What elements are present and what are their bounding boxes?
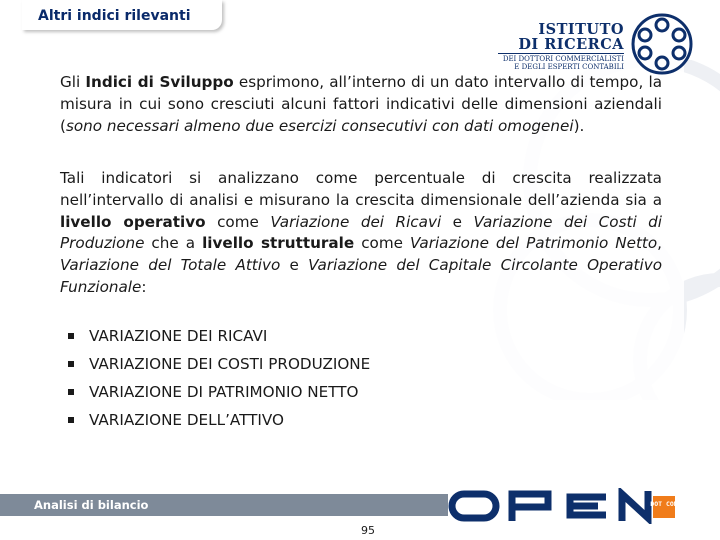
list-item-label: VARIAZIONE DELL’ATTIVO xyxy=(89,411,284,429)
footer-label: Analisi di bilancio xyxy=(34,498,149,512)
institute-logo-text xyxy=(498,22,624,71)
list-item-label: VARIAZIONE DI PATRIMONIO NETTO xyxy=(89,383,359,401)
p2-italic-3: Variazione del Patrimonio Netto xyxy=(409,234,658,253)
logo-line-2: DI RICERCA xyxy=(518,36,624,53)
list-item-label: VARIAZIONE DEI COSTI PRODUZIONE xyxy=(89,355,371,373)
open-logo-icon xyxy=(446,488,678,524)
p2-text-8: : xyxy=(141,277,147,296)
paragraph-development-indices xyxy=(60,72,662,137)
p2-bold-1: livello operativo xyxy=(60,212,206,231)
bullet-list xyxy=(68,322,370,434)
p1-text-2: esprimono, all’interno di un dato intervallo di tempo, la misura in cui sono cresciuti alcuni fattori indicativi delle dimensioni aziendali ( xyxy=(60,73,663,135)
p2-text-4: che a xyxy=(144,234,203,253)
paragraph-indicators-analysis xyxy=(60,168,662,299)
square-bullet-icon xyxy=(68,417,74,423)
list-item-label: VARIAZIONE DEI RICAVI xyxy=(89,327,268,345)
p2-text-1: Tali indicatori si analizzano come percentuale di crescita realizzata nell’intervallo di analisi e misurano la crescita dimensionale dell’azienda sia a xyxy=(60,169,662,209)
p2-text-6: , xyxy=(657,234,662,253)
p2-text-3: e xyxy=(441,212,474,231)
list-item xyxy=(68,378,370,406)
badge-dot: DOT COM xyxy=(650,500,678,508)
list-item xyxy=(68,350,370,378)
p1-italic-1: sono necessari almeno due esercizi consecutivi con dati omogenei xyxy=(65,116,574,135)
list-item xyxy=(68,322,370,350)
slide-title: Altri indici rilevanti xyxy=(22,0,222,30)
institute-emblem-icon xyxy=(630,10,694,78)
p1-bold-1: Indici di Sviluppo xyxy=(85,73,234,91)
p1-text-1: Gli xyxy=(60,73,86,91)
p1-text-3: ). xyxy=(573,116,585,135)
page-number: 95 xyxy=(361,524,375,537)
p2-italic-4: Variazione del Totale Attivo xyxy=(60,256,281,275)
p2-bold-2: livello strutturale xyxy=(202,234,355,253)
logo-line-1: ISTITUTO xyxy=(538,21,624,38)
p2-italic-2: Variazione dei Costi di Produzione xyxy=(60,212,663,253)
square-bullet-icon xyxy=(68,389,74,395)
p2-text-2: come xyxy=(205,212,271,231)
p2-text-5: come xyxy=(354,234,410,253)
square-bullet-icon xyxy=(68,361,74,367)
logo-line-4: E DEGLI ESPERTI CONTABILI xyxy=(514,63,624,71)
p2-text-7: e xyxy=(280,256,309,275)
square-bullet-icon xyxy=(68,333,74,339)
list-item xyxy=(68,406,370,434)
p2-italic-5: Variazione del Capitale Circolante Operativo Funzionale xyxy=(60,256,663,296)
p2-italic-1: Variazione dei Ricavi xyxy=(270,212,442,231)
logo-line-3: DEI DOTTORI COMMERCIALISTI xyxy=(498,53,624,63)
